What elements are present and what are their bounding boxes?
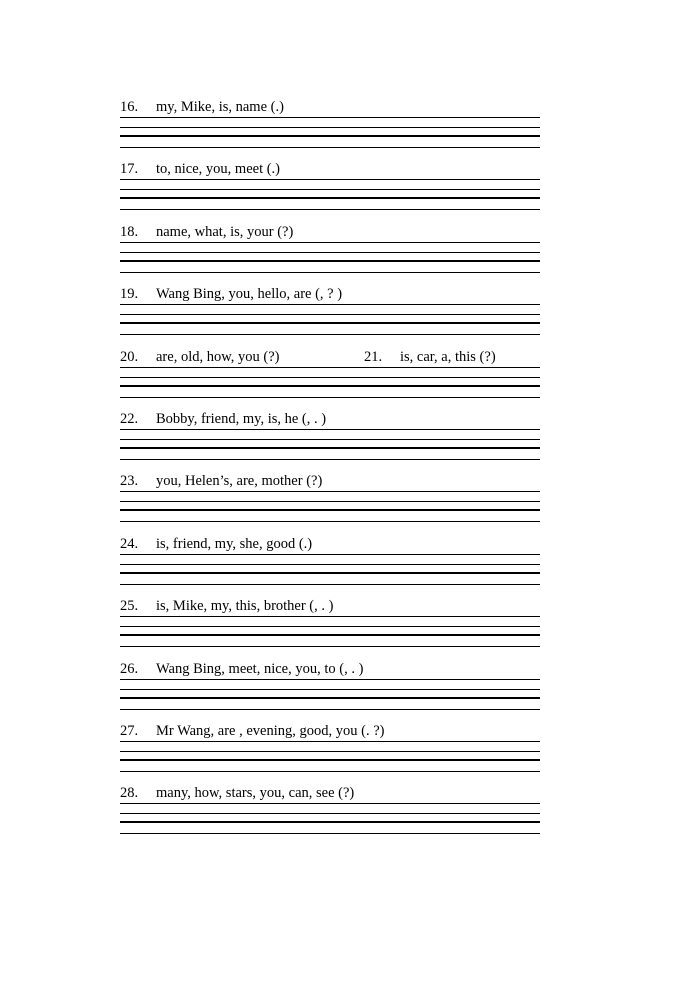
writing-line — [120, 697, 540, 699]
exercise-24 — [120, 534, 540, 596]
writing-line — [120, 260, 540, 262]
writing-line — [120, 242, 540, 243]
exercise-27 — [120, 721, 540, 783]
writing-line — [120, 821, 540, 823]
exercise-17 — [120, 159, 540, 221]
exercise-number: 18. — [120, 224, 139, 240]
exercise-prompt — [120, 596, 540, 616]
exercise-number: 23. — [120, 473, 139, 489]
writing-line — [120, 117, 540, 118]
exercise-number: 17. — [120, 161, 139, 177]
exercise-prompt — [120, 97, 540, 117]
writing-line — [120, 429, 540, 430]
writing-line — [120, 521, 540, 522]
writing-line — [120, 367, 540, 368]
exercise-prompt — [120, 471, 540, 491]
writing-line — [120, 501, 540, 502]
exercise-words: is, Mike, my, this, brother (, . ) — [156, 598, 334, 614]
exercise-number: 22. — [120, 411, 139, 427]
writing-line — [120, 803, 540, 804]
writing-line — [120, 439, 540, 440]
exercise-28 — [120, 783, 540, 845]
writing-line — [120, 127, 540, 128]
exercise-number: 26. — [120, 661, 139, 677]
writing-line — [120, 741, 540, 742]
writing-line — [120, 147, 540, 148]
exercise-number: 20. — [120, 349, 139, 365]
exercise-25 — [120, 596, 540, 658]
exercise-26 — [120, 659, 540, 721]
exercise-prompt — [120, 721, 540, 741]
writing-line — [120, 689, 540, 690]
exercise-number: 16. — [120, 99, 139, 115]
writing-line — [120, 554, 540, 555]
writing-line — [120, 572, 540, 574]
writing-line — [120, 189, 540, 190]
exercise-prompt — [120, 347, 540, 367]
exercise-20-21 — [120, 347, 540, 409]
exercise-number: 19. — [120, 286, 139, 302]
exercise-number: 24. — [120, 536, 139, 552]
writing-line — [120, 491, 540, 492]
exercise-prompt — [120, 409, 540, 429]
writing-line — [120, 759, 540, 761]
exercise-words: Bobby, friend, my, is, he (, . ) — [156, 411, 327, 427]
writing-line — [120, 209, 540, 210]
writing-line — [120, 314, 540, 315]
writing-line — [120, 679, 540, 680]
writing-line — [120, 709, 540, 710]
writing-line — [120, 377, 540, 378]
writing-line — [120, 322, 540, 324]
writing-line — [120, 385, 540, 387]
writing-line — [120, 304, 540, 305]
exercise-number: 25. — [120, 598, 139, 614]
exercise-words: Wang Bing, meet, nice, you, to (, . ) — [156, 661, 364, 677]
exercise-words: many, how, stars, you, can, see (?) — [156, 785, 355, 801]
writing-line — [120, 584, 540, 585]
writing-line — [120, 833, 540, 834]
writing-line — [120, 646, 540, 647]
writing-line — [120, 397, 540, 398]
writing-line — [120, 564, 540, 565]
exercise-23 — [120, 471, 540, 533]
exercise-words: are, old, how, you (?) — [156, 349, 280, 365]
writing-line — [120, 616, 540, 617]
writing-line — [120, 447, 540, 449]
exercise-16 — [120, 97, 540, 159]
exercise-prompt — [120, 222, 540, 242]
exercise-words: my, Mike, is, name (.) — [156, 99, 284, 115]
exercise-words: is, friend, my, she, good (.) — [156, 536, 313, 552]
exercise-number-21: 21. — [364, 349, 383, 365]
writing-line — [120, 459, 540, 460]
exercise-prompt — [120, 783, 540, 803]
writing-line — [120, 179, 540, 180]
writing-line — [120, 252, 540, 253]
exercise-prompt — [120, 659, 540, 679]
exercise-prompt — [120, 284, 540, 304]
writing-line — [120, 771, 540, 772]
exercise-prompt — [120, 159, 540, 179]
exercise-words: to, nice, you, meet (.) — [156, 161, 281, 177]
exercise-words: name, what, is, your (?) — [156, 224, 294, 240]
writing-line — [120, 272, 540, 273]
writing-line — [120, 197, 540, 199]
exercise-19 — [120, 284, 540, 346]
exercise-words-21: is, car, a, this (?) — [400, 349, 496, 365]
exercise-number: 27. — [120, 723, 139, 739]
writing-line — [120, 135, 540, 137]
writing-line — [120, 334, 540, 335]
writing-line — [120, 813, 540, 814]
exercise-words: Wang Bing, you, hello, are (, ? ) — [156, 286, 343, 302]
writing-line — [120, 634, 540, 636]
exercise-18 — [120, 222, 540, 284]
exercise-words: Mr Wang, are , evening, good, you (. ?) — [156, 723, 385, 739]
writing-line — [120, 626, 540, 627]
writing-line — [120, 751, 540, 752]
exercise-22 — [120, 409, 540, 471]
exercise-prompt — [120, 534, 540, 554]
writing-line — [120, 509, 540, 511]
exercise-words: you, Helen’s, are, mother (?) — [156, 473, 323, 489]
exercise-number: 28. — [120, 785, 139, 801]
